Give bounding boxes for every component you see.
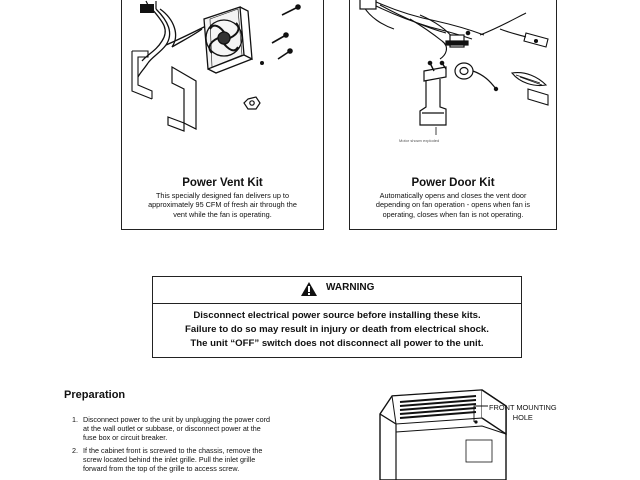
vent-door-icon bbox=[512, 73, 548, 105]
callout-line: HOLE bbox=[512, 412, 533, 422]
description-line: operating, closes when fan is not operating. bbox=[382, 209, 524, 219]
list-item bbox=[72, 446, 337, 473]
step-line: If the cabinet front is screwed to the chassis, remove the bbox=[83, 446, 263, 455]
power-door-kit-description bbox=[350, 191, 556, 219]
warning-box bbox=[152, 276, 522, 358]
nut-icon bbox=[244, 97, 260, 109]
description-line: This specially designed fan delivers up to bbox=[155, 191, 290, 200]
wiring-harness-icon bbox=[138, 9, 208, 77]
door-bracket-icon bbox=[420, 67, 446, 125]
screw-icon bbox=[272, 5, 300, 59]
description-line: approximately 95 CFM of fresh air through the bbox=[148, 200, 297, 210]
step-number: 1. bbox=[72, 415, 78, 424]
step-line: fuse box or circuit breaker. bbox=[83, 433, 168, 442]
fan-bracket-icon bbox=[168, 67, 196, 131]
connector-icon bbox=[140, 4, 154, 13]
power-vent-kit-title: Power Vent Kit bbox=[182, 177, 263, 189]
front-mounting-hole-callout bbox=[489, 403, 557, 422]
power-door-kit-illustration bbox=[350, 0, 556, 149]
description-line: Automatically opens and closes the vent door bbox=[379, 191, 527, 200]
front-mounting-hole-icon bbox=[474, 420, 477, 423]
warning-line: The unit “OFF” switch does not disconnect all power to the unit. bbox=[190, 337, 484, 349]
fan-icon bbox=[204, 7, 252, 73]
air-conditioner-unit-diagram bbox=[370, 384, 510, 480]
warning-label: WARNING bbox=[326, 282, 375, 293]
list-item bbox=[72, 415, 337, 442]
preparation-steps bbox=[72, 415, 337, 477]
step-line: Disconnect power to the unit by unplugging the power cord bbox=[83, 415, 270, 424]
description-line: depending on fan operation - opens when fan is bbox=[375, 200, 531, 210]
warning-header bbox=[153, 277, 521, 304]
warning-line: Failure to do so may result in injury or death from electrical shock. bbox=[185, 323, 489, 335]
description-line: vent while the fan is operating. bbox=[173, 209, 272, 219]
warning-triangle-icon bbox=[300, 281, 318, 297]
warning-line: Disconnect electrical power source before installing these kits. bbox=[193, 310, 481, 321]
motor-icon bbox=[455, 63, 498, 91]
step-line: screw located behind the inlet grille. Pull the inlet grille bbox=[83, 455, 256, 464]
image-caption: Motor shown exploded bbox=[399, 138, 440, 143]
callout-line: FRONT MOUNTING bbox=[489, 403, 557, 412]
warning-text bbox=[153, 309, 521, 351]
washer-icon bbox=[260, 61, 264, 65]
power-door-kit-panel bbox=[349, 0, 557, 230]
preparation-heading: Preparation bbox=[64, 389, 126, 401]
power-vent-kit-description bbox=[122, 191, 323, 219]
step-line: forward from the top of the grille to access screw. bbox=[83, 464, 240, 473]
connector-icon bbox=[360, 0, 376, 9]
power-vent-kit-panel bbox=[121, 0, 324, 230]
power-door-kit-title: Power Door Kit bbox=[411, 177, 495, 189]
step-line: at the wall outlet or subbase, or disconnect power at the bbox=[83, 424, 261, 433]
mounting-bracket-icon bbox=[132, 51, 152, 99]
power-vent-kit-illustration bbox=[122, 0, 323, 169]
step-number: 2. bbox=[72, 446, 78, 455]
terminal-block-icon bbox=[524, 33, 548, 47]
